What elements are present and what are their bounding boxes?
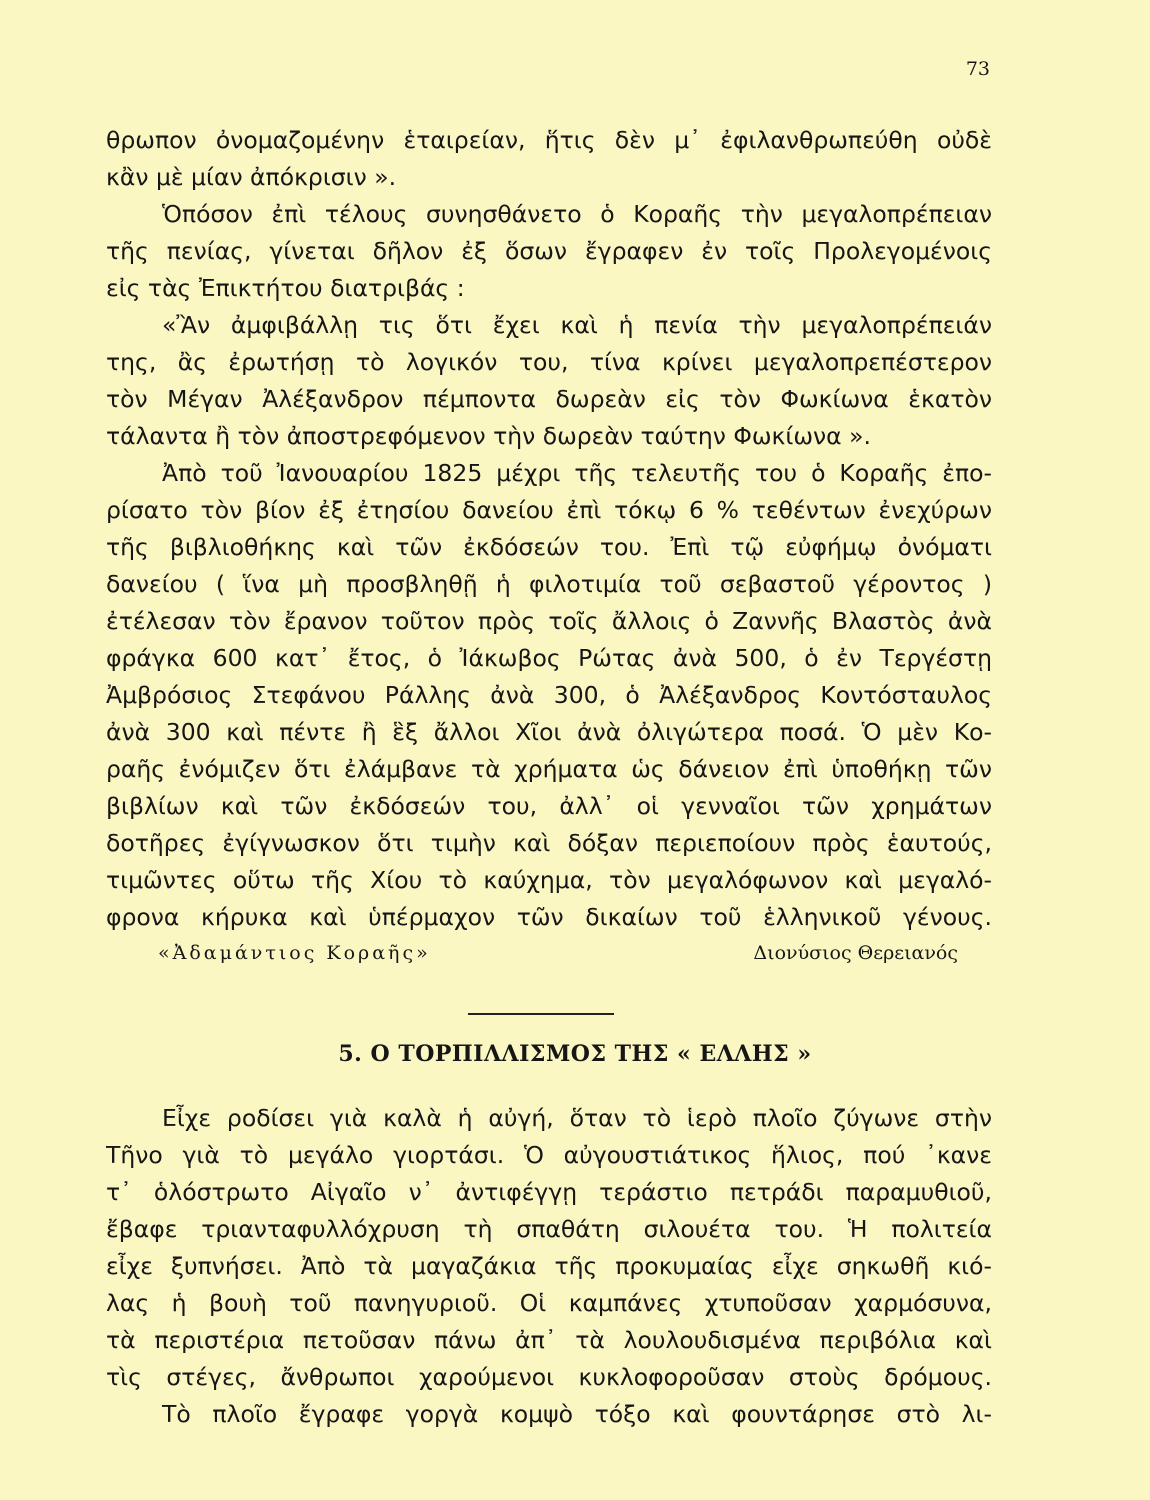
page-number: 73 <box>965 58 990 80</box>
text-line: Τῆνο γιὰ τὸ μεγάλο γιορτάσι. Ὁ αὐγουστιάτικος ἥλιος, πού ᾽κανε <box>106 1141 992 1169</box>
text-line: τὰ περιστέρια πετοῦσαν πάνω ἀπ᾽ τὰ λουλουδισμένα περιβόλια καὶ <box>106 1326 992 1354</box>
text-line: λας ἡ βουὴ τοῦ πανηγυριοῦ. Οἱ καμπάνες χτυποῦσαν χαρμόσυνα, <box>106 1289 992 1317</box>
text-line: ραῆς ἐνόμιζεν ὅτι ἐλάμβανε τὰ χρήματα ὡς δάνειον ἐπὶ ὑποθήκῃ τῶν <box>106 755 992 783</box>
signature <box>158 942 958 964</box>
text-line: τιμῶντες οὕτω τῆς Χίου τὸ καύχημα, τὸν μεγαλόφωνον καὶ μεγαλό- <box>106 866 992 894</box>
source-title: «Ἀδαμάντιος Κοραῆς» <box>158 942 431 964</box>
text-line: θρωπον ὀνομαζομένην ἑταιρείαν, ἥτις δὲν μ᾽ ἐφιλανθρωπεύθη οὐδὲ <box>106 126 992 154</box>
text-line: τῆς βιβλιοθήκης καὶ τῶν ἐκδόσεών του. Ἐπὶ τῷ εὐφήμῳ ὀνόματι <box>106 533 992 561</box>
text-line: εἶχε ξυπνήσει. Ἀπὸ τὰ μαγαζάκια τῆς προκυμαίας εἶχε σηκωθῆ κιό- <box>106 1252 992 1280</box>
text-line: φράγκα 600 κατ᾽ ἔτος, ὁ Ἰάκωβος Ρώτας ἀνὰ 500, ὁ ἐν Τεργέστῃ <box>106 644 992 672</box>
text-line: Εἶχε ροδίσει γιὰ καλὰ ἡ αὐγή, ὅταν τὸ ἱερὸ πλοῖο ζύγωνε στὴν <box>162 1104 992 1132</box>
text-line: τάλαντα ἢ τὸν ἀποστρεφόμενον τὴν δωρεὰν ταύτην Φωκίωνα ». <box>106 422 871 450</box>
text-line: δανείου ( ἵνα μὴ προσβληθῇ ἡ φιλοτιμία τοῦ σεβαστοῦ γέροντος ) <box>106 570 992 598</box>
text-line: βιβλίων καὶ τῶν ἐκδόσεών του, ἀλλ᾽ οἱ γενναῖοι τῶν χρημάτων <box>106 792 992 820</box>
text-line: εἰς τὰς Ἐπικτήτου διατριβάς : <box>106 274 465 302</box>
section-divider <box>468 1013 614 1015</box>
text-line: Ἀπὸ τοῦ Ἰανουαρίου 1825 μέχρι τῆς τελευτῆς του ὁ Κοραῆς ἐπο- <box>162 459 992 487</box>
text-line: τῆς πενίας, γίνεται δῆλον ἐξ ὅσων ἔγραφεν ἐν τοῖς Προλεγομένοις <box>106 237 992 265</box>
text-line: της, ἂς ἐρωτήσῃ τὸ λογικόν του, τίνα κρίνει μεγαλοπρεπέστερον <box>106 348 992 376</box>
body-text-upper <box>106 122 992 936</box>
text-line: Ἀμβρόσιος Στεφάνου Ράλλης ἀνὰ 300, ὁ Ἀλέξανδρος Κοντόσταυλος <box>106 681 992 709</box>
text-line: «Ἂν ἀμφιβάλλῃ τις ὅτι ἔχει καὶ ἡ πενία τὴν μεγαλοπρέπειάν <box>162 311 992 339</box>
text-line: ἐτέλεσαν τὸν ἔρανον τοῦτον πρὸς τοῖς ἄλλοις ὁ Ζαννῆς Βλαστὸς ἀνὰ <box>106 607 992 635</box>
text-line: κἂν μὲ μίαν ἀπόκρισιν ». <box>106 163 397 191</box>
text-line: τ᾽ ὁλόστρωτο Αἰγαῖο ν᾽ ἀντιφέγγῃ τεράστιο πετράδι παραμυθιοῦ, <box>106 1178 992 1206</box>
text-line: τὸν Μέγαν Ἀλέξανδρον πέμποντα δωρεὰν εἰς τὸν Φωκίωνα ἑκατὸν <box>106 385 992 413</box>
author-name: Διονύσιος Θερειανός <box>753 942 958 964</box>
text-line: Τὸ πλοῖο ἔγραφε γοργὰ κομψὸ τόξο καὶ φουντάρησε στὸ λι- <box>162 1400 992 1428</box>
text-line: ἀνὰ 300 καὶ πέντε ἢ ἓξ ἄλλοι Χῖοι ἀνὰ ὀλιγώτερα ποσά. Ὁ μὲν Κο- <box>106 718 992 746</box>
text-line: ἔβαφε τριανταφυλλόχρυση τὴ σπαθάτη σιλουέτα του. Ἡ πολιτεία <box>106 1215 992 1243</box>
text-line: Ὁπόσον ἐπὶ τέλους συνησθάνετο ὁ Κοραῆς τὴν μεγαλοπρέπειαν <box>162 200 992 228</box>
text-line: ρίσατο τὸν βίον ἐξ ἐτησίου δανείου ἐπὶ τόκῳ 6 % τεθέντων ἐνεχύρων <box>106 496 992 524</box>
body-text-lower <box>106 1100 992 1433</box>
text-line: τὶς στέγες, ἄνθρωποι χαρούμενοι κυκλοφοροῦσαν στοὺς δρόμους. <box>106 1363 992 1391</box>
text-line: φρονα κήρυκα καὶ ὑπέρμαχον τῶν δικαίων τοῦ ἑλληνικοῦ γένους. <box>106 903 992 931</box>
text-line: δοτῆρες ἐγίγνωσκον ὅτι τιμὴν καὶ δόξαν περιεποίουν πρὸς ἑαυτούς, <box>106 829 992 857</box>
section-heading: 5. Ο ΤΟΡΠΙΛΛΙΣΜΟΣ ΤΗΣ « ΕΛΛΗΣ » <box>338 1041 812 1067</box>
